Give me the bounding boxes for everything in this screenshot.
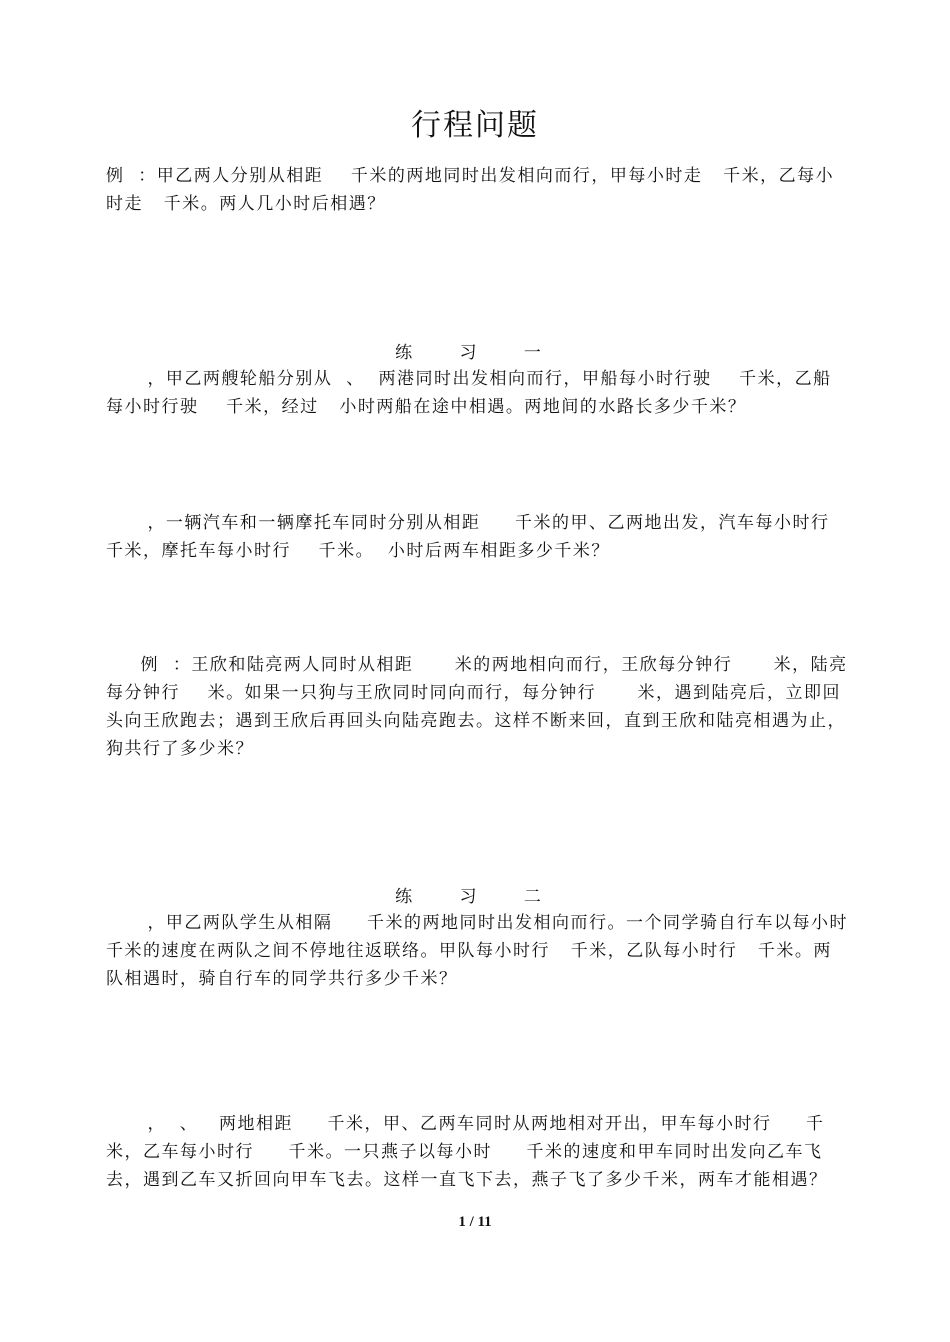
example-2-text: 例 ：王欣和陆亮两人同时从相距 米的两地相向而行，王欣每分钟行 米，陆亮每分钟行 米。如果一只狗与王欣同时同向而行，每分钟行 米，遇到陆亮后，立即回头向王欣跑去；遇到王欣后再回头向陆亮跑去。这样不断来回，直到王欣和陆亮相遇为止，狗共行了多少米？ bbox=[106, 655, 848, 759]
practice-2-question-2: ， 、 两地相距 千米，甲、乙两车同时从两地相对开出，甲车每小时行 千米，乙车每小时行 千米。一只燕子以每小时 千米的速度和甲车同时出发向乙车飞去，遇到乙车又折回向甲车飞去。这样一直飞下去，燕子飞了多少千米，两车才能相遇？ bbox=[106, 1114, 828, 1190]
practice-2-question-1: ，甲乙两队学生从相隔 千米的两地同时出发相向而行。一个同学骑自行车以每小时 千米的速度在两队之间不停地往返联络。甲队每小时行 千米，乙队每小时行 千米。两队相遇时，骑自行车的同学共行多少千米？ bbox=[106, 913, 876, 989]
practice-2-heading: 练 习 二 bbox=[395, 887, 555, 907]
example-1-text: 例 ：甲乙两人分别从相距 千米的两地同时出发相向而行，甲每小时走 千米，乙每小时走 千米。两人几小时后相遇？ bbox=[106, 166, 835, 214]
page-number: 1 / 11 bbox=[458, 1214, 492, 1230]
practice-1-question-1: ，甲乙两艘轮船分别从 、 两港同时出发相向而行，甲船每小时行驶 千米，乙船每小时行驶 千米，经过 小时两船在途中相遇。两地间的水路长多少千米？ bbox=[106, 369, 832, 417]
page-title: 行程问题 bbox=[411, 108, 539, 143]
practice-1-heading: 练 习 一 bbox=[395, 343, 555, 363]
practice-1-question-2: ，一辆汽车和一辆摩托车同时分别从相距 千米的甲、乙两地出发，汽车每小时行 千米，摩托车每小时行 千米。 小时后两车相距多少千米？ bbox=[106, 513, 858, 561]
